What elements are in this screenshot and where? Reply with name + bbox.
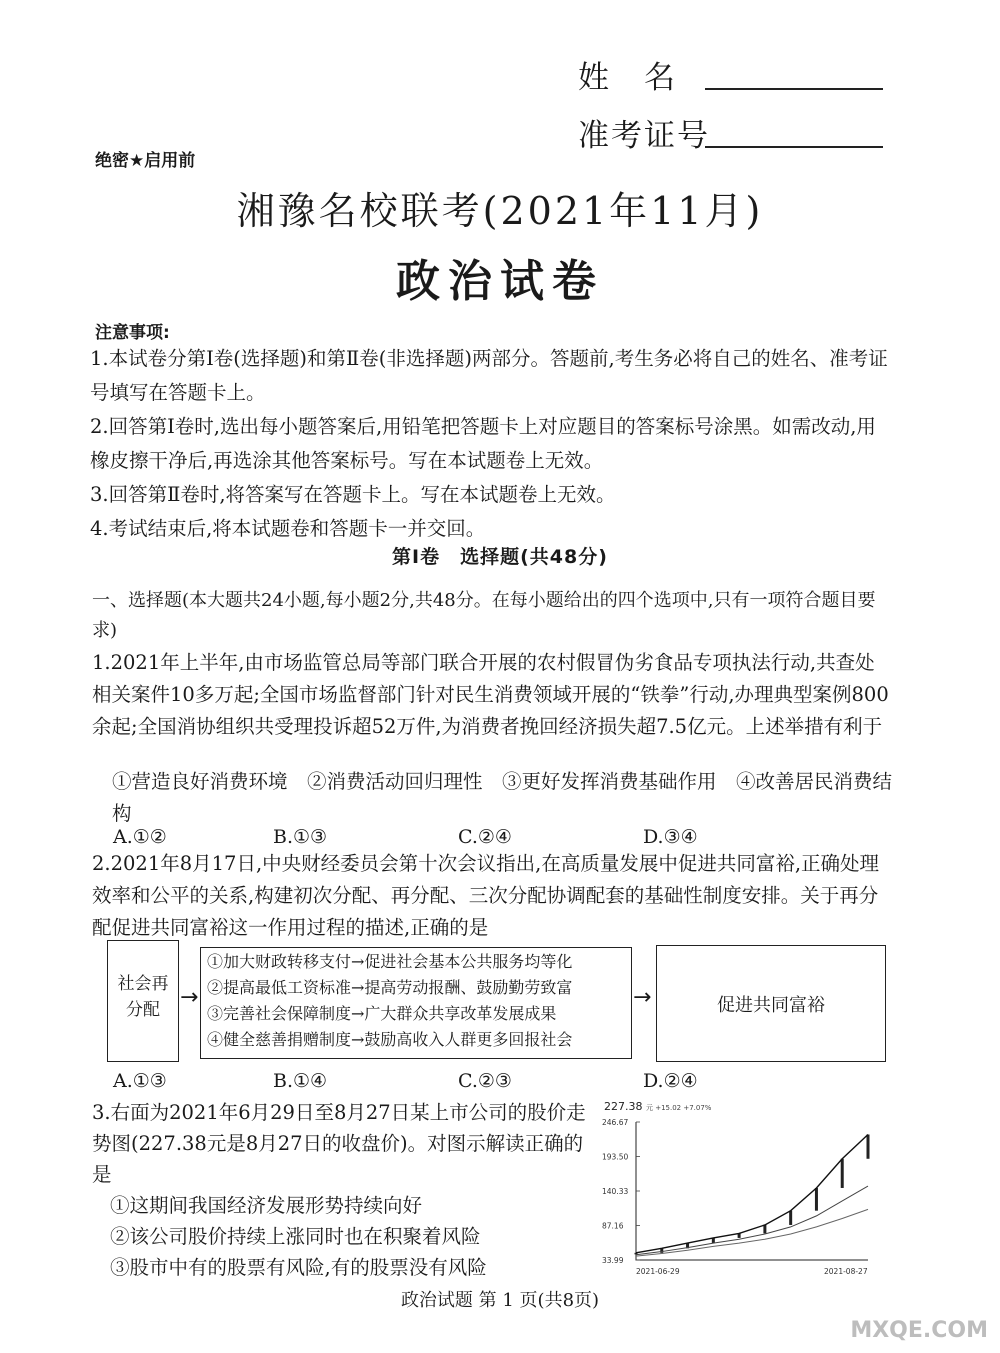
- option-a[interactable]: A.①②: [113, 826, 167, 848]
- stock-price-chart: [600, 1098, 880, 1280]
- flow-arrow-icon: →: [180, 985, 199, 1010]
- y-tick-label: 193.50: [602, 1152, 629, 1162]
- exam-subtitle: 政治试卷: [396, 256, 604, 307]
- flow-arrow-icon: →: [633, 985, 652, 1010]
- section-heading: 第Ⅰ卷 选择题(共48分): [392, 546, 608, 568]
- flow-left-label: 社会再分配: [117, 974, 169, 1020]
- y-tick-label: 33.99: [602, 1256, 624, 1265]
- notice-item: 3.回答第Ⅱ卷时,将答案写在答题卡上。写在本试题卷上无效。: [90, 483, 616, 506]
- price-candle: [841, 1159, 844, 1188]
- notice-item: 2.回答第Ⅰ卷时,选出每小题答案后,用铅笔把答题卡上对应题目的答案标号涂黑。如需改动,用橡皮擦干净后,再选涂其他答案标号。写在本试题卷上无效。: [90, 415, 876, 472]
- option-c[interactable]: C.②③: [458, 1070, 512, 1092]
- notice-list: [90, 342, 890, 546]
- price-candle: [763, 1225, 766, 1233]
- page-footer: 政治试题 第 1 页(共8页): [400, 1290, 600, 1311]
- question-1-stem: 1.2021年上半年,由市场监管总局等部门联合开展的农村假冒伪劣食品专项执法行动,共查处相关案件10多万起;全国市场监督部门针对民生消费领域开展的“铁拳”行动,办理典型案例800余起;全国消协组织共受理投诉超52万件,为消费者挽回经济损失超7.5亿元。上述举措有利于: [92, 651, 889, 738]
- x-tick-label: 2021-06-29: [636, 1267, 680, 1276]
- flow-item: ①加大财政转移支付→促进社会基本公共服务均等化: [207, 952, 573, 971]
- candidate-id-field[interactable]: [705, 146, 883, 148]
- secret-mark: 绝密★启用前: [95, 151, 196, 171]
- chart-header-extra: 元 +15.02 +7.07%: [646, 1104, 712, 1112]
- price-candle: [815, 1188, 818, 1211]
- notice-heading: 注意事项:: [95, 323, 170, 343]
- statement: ③股市中有的股票有风险,有的股票没有风险: [110, 1256, 487, 1279]
- part-intro: 一、选择题(本大题共24小题,每小题2分,共48分。在每小题给出的四个选项中,只有一项符合题目要求): [92, 590, 876, 641]
- candidate-id-label: 准考证号: [578, 118, 710, 154]
- option-b[interactable]: B.①③: [273, 826, 328, 848]
- chart-axis: [636, 1122, 868, 1260]
- question-3-stem: 3.右面为2021年6月29日至8月27日某上市公司的股价走势图(227.38元是8月27日的收盘价)。对图示解读正确的是: [92, 1101, 586, 1186]
- question-1-statements: ①营造良好消费环境 ②消费活动回归理性 ③更好发挥消费基础作用 ④改善居民消费结构: [112, 770, 893, 825]
- moving-average-line: [636, 1186, 868, 1255]
- price-candle: [867, 1135, 870, 1159]
- exam-title: 湘豫名校联考(2021年11月): [236, 189, 764, 233]
- price-series-line: [636, 1135, 868, 1253]
- y-tick-label: 140.33: [602, 1187, 629, 1196]
- statement: ②该公司股价持续上涨同时也在积聚着风险: [110, 1225, 481, 1248]
- option-b[interactable]: B.①④: [273, 1070, 328, 1092]
- notice-item: 1.本试卷分第Ⅰ卷(选择题)和第Ⅱ卷(非选择题)两部分。答题前,考生务必将自己的姓名、准考证号填写在答题卡上。: [90, 347, 888, 404]
- question-2-stem: 2.2021年8月17日,中央财经委员会第十次会议指出,在高质量发展中促进共同富裕,正确处理效率和公平的关系,构建初次分配、再分配、三次分配协调配套的基础性制度安排。关于再分配促进共同富裕这一作用过程的描述,正确的是: [92, 852, 880, 939]
- flow-right-box: [656, 945, 886, 1062]
- flow-right-label: 促进共同富裕: [717, 995, 825, 1016]
- candidate-name-field[interactable]: [705, 88, 883, 90]
- candidate-name-label: 姓 名: [578, 60, 677, 96]
- option-d[interactable]: D.③④: [643, 826, 698, 848]
- price-candle: [789, 1211, 792, 1225]
- notice-item: 4.考试结束后,将本试题卷和答题卡一并交回。: [90, 517, 486, 540]
- statement: ①这期间我国经济发展形势持续向好: [110, 1194, 423, 1217]
- moving-average-line: [636, 1209, 868, 1256]
- option-c[interactable]: C.②④: [458, 826, 512, 848]
- chart-header-price: 227.38: [604, 1100, 643, 1113]
- x-tick-label: 2021-08-27: [824, 1267, 868, 1276]
- flow-middle-box: [200, 947, 632, 1059]
- y-tick-label: 87.16: [602, 1221, 624, 1231]
- flow-item: ④健全慈善捐赠制度→鼓励高收入人群更多回报社会: [207, 1030, 573, 1049]
- flow-left-box: [107, 940, 179, 1062]
- question-3-statements: [110, 1190, 600, 1283]
- y-tick-label: 246.67: [602, 1118, 629, 1127]
- flow-item: ③完善社会保障制度→广大群众共享改革发展成果: [207, 1004, 557, 1023]
- option-d[interactable]: D.②④: [643, 1070, 698, 1092]
- option-a[interactable]: A.①③: [113, 1070, 167, 1092]
- flow-item: ②提高最低工资标准→提高劳动报酬、鼓励勤劳致富: [207, 978, 573, 997]
- watermark-logo: MXQE.COM: [850, 1318, 988, 1343]
